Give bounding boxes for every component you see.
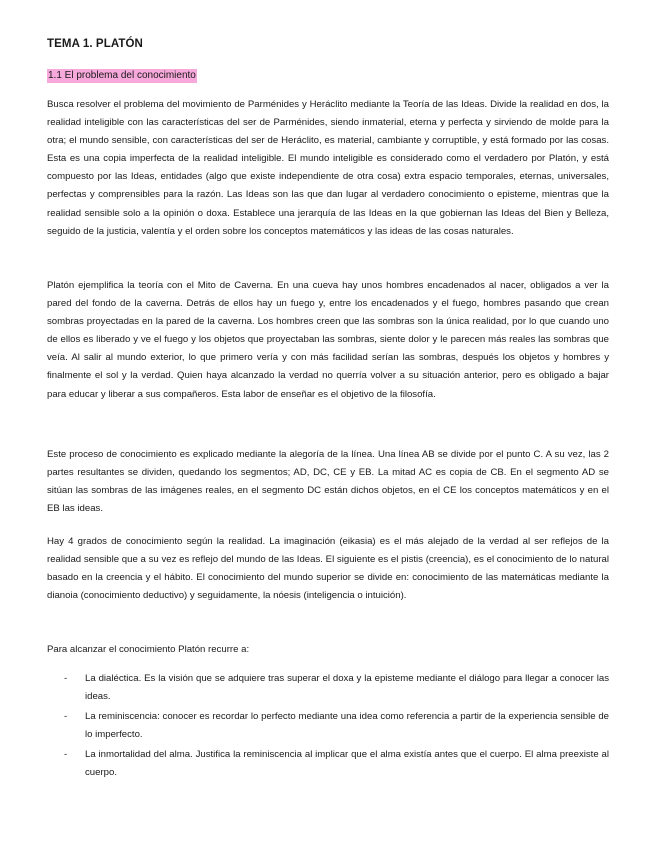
list-item-text: La dialéctica. Es la visión que se adquiere tras superar el doxa y la episteme mediante el diálogo para llegar a conocer las ideas. xyxy=(85,673,609,703)
paragraph-grados: Hay 4 grados de conocimiento según la realidad. La imaginación (eikasia) es el más alejado de la verdad al ser reflejos de la realidad sensible que a su vez es reflejo del mundo de las Ideas. El siguiente es el pistis (creencia), es el conocimiento de lo natural basado en la creencia y el hábito. El conocimiento del mundo superior se divide en: conocimiento de las matemáticas mediante la dianoia (conocimiento deductivo) y seguidamente, la nóesis (inteligencia o intuición). xyxy=(47,536,609,602)
method-list xyxy=(47,670,609,785)
list-item xyxy=(47,708,609,744)
section-heading: 1.1 El problema del conocimiento xyxy=(48,70,196,81)
list-dash: - xyxy=(64,711,68,723)
list-item-text: La inmortalidad del alma. Justifica la reminiscencia al implicar que el alma existía antes que el cuerpo. El alma preexiste al cuerpo. xyxy=(85,749,609,779)
list-item xyxy=(47,746,609,782)
paragraph-recurre: Para alcanzar el conocimiento Platón recurre a: xyxy=(47,644,250,655)
paragraph-linea: Este proceso de conocimiento es explicado mediante la alegoría de la línea. Una línea AB se divide por el punto C. A su vez, las 2 partes resultantes se dividen, quedando los segmentos; AD, DC, CE y EB. La mitad AC es copia de CB. En el segmento AD se sitúan las sombras de las imágenes reales, en el segmento DC están dichos objetos, en el CE los conceptos matemáticos y en el EB las ideas. xyxy=(47,449,609,515)
paragraph-caverna: Platón ejemplifica la teoría con el Mito de Caverna. En una cueva hay unos hombres encadenados al nacer, obligados a ver la pared del fondo de la caverna. Detrás de ellos hay un fuego y, entre los encadenados y el fuego, hombres pasando que crean sombras proyectadas en la pared de la caverna. Los hombres creen que las sombras son la única realidad, por lo que cuando uno de ellos es liberado y ve el fuego y los objetos que proyectaban las sombras, siente dolor y le parecen más reales las sombras que veía. Al salir al mundo exterior, lo que primero vería y con más facilidad serían las sombras, después los objetos y hombres y finalmente el sol y la verdad. Quien haya alcanzado la verdad no querría volver a su situación anterior, pero es obligado a bajar para educar y liberar a sus compañeros. Esta labor de enseñar es el objetivo de la filosofía. xyxy=(47,280,609,400)
list-dash: - xyxy=(64,749,68,761)
paragraph-ideas: Busca resolver el problema del movimiento de Parménides y Heráclito mediante la Teoría de las Ideas. Divide la realidad en dos, la realidad inteligible con las características del ser de Parménides, siendo inmaterial, eterna y perfecta y sirviendo de molde para la otra; el mundo sensible, con características del ser de Heráclito, es material, cambiante y corruptible, y está formado por las cosas. Esta es una copia imperfecta de la realidad inteligible. El mundo inteligible es considerado como el verdadero por Platón, y está compuesto por las Ideas, entidades (algo que existe independiente de otra cosa) extra espacio temporales, eternas, universales, perfectas y comprensibles para la razón. Las Ideas son las que dan lugar al verdadero conocimiento o episteme, mientras que la realidad sensible solo a la opinión o doxa. Establece una jerarquía de las Ideas en la que gobiernan las Ideas del Bien y Belleza, seguido de la justicia, valentía y el orden sobre los conceptos matemáticos y las ideas de las cosas naturales. xyxy=(47,99,609,237)
list-item xyxy=(47,670,609,706)
list-item-text: La reminiscencia: conocer es recordar lo perfecto mediante una idea como referencia a partir de la experiencia sensible de lo imperfecto. xyxy=(85,711,609,741)
document-title: TEMA 1. PLATÓN xyxy=(47,38,143,50)
list-dash: - xyxy=(64,673,68,684)
